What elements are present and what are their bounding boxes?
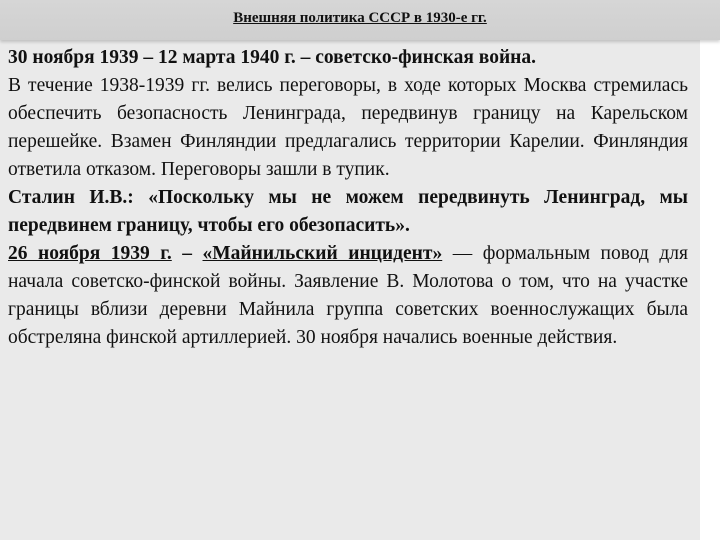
slide-header [0,0,720,40]
incident-date: 26 ноября 1939 г. [8,243,172,264]
negotiations-paragraph: В течение 1938-1939 гг. велись переговоры, в ходе которых Москва стремилась обеспечить безопасность Ленинграда, передвинув границу на Карельском перешейке. Взамен Финляндии предлагались территории Карелии. Финляндия ответила отказом. Переговоры зашли в тупик. [8,75,688,180]
incident-name: «Майнильский инцидент» [202,243,443,264]
war-heading: 30 ноября 1939 – 12 марта 1940 г. – советско-финская война. [8,47,537,68]
stalin-quote: Сталин И.В.: «Поскольку мы не можем передвинуть Ленинград, мы передвинем границу, чтобы его обезопасить». [8,187,688,236]
incident-description: — формальным повод для начала советско-финской войны. Заявление В. Молотова о том, что на участке границы вблизи деревни Майнила группа советских военнослужащих была обстреляна финской артиллерией. 30 ноября начались военные действия. [8,243,689,348]
right-margin-strip [700,40,720,540]
incident-paragraph [8,240,688,352]
slide-title: Внешняя политика СССР в 1930-е гг. [233,10,487,26]
incident-separator: – [171,243,203,264]
text-body [8,44,688,352]
